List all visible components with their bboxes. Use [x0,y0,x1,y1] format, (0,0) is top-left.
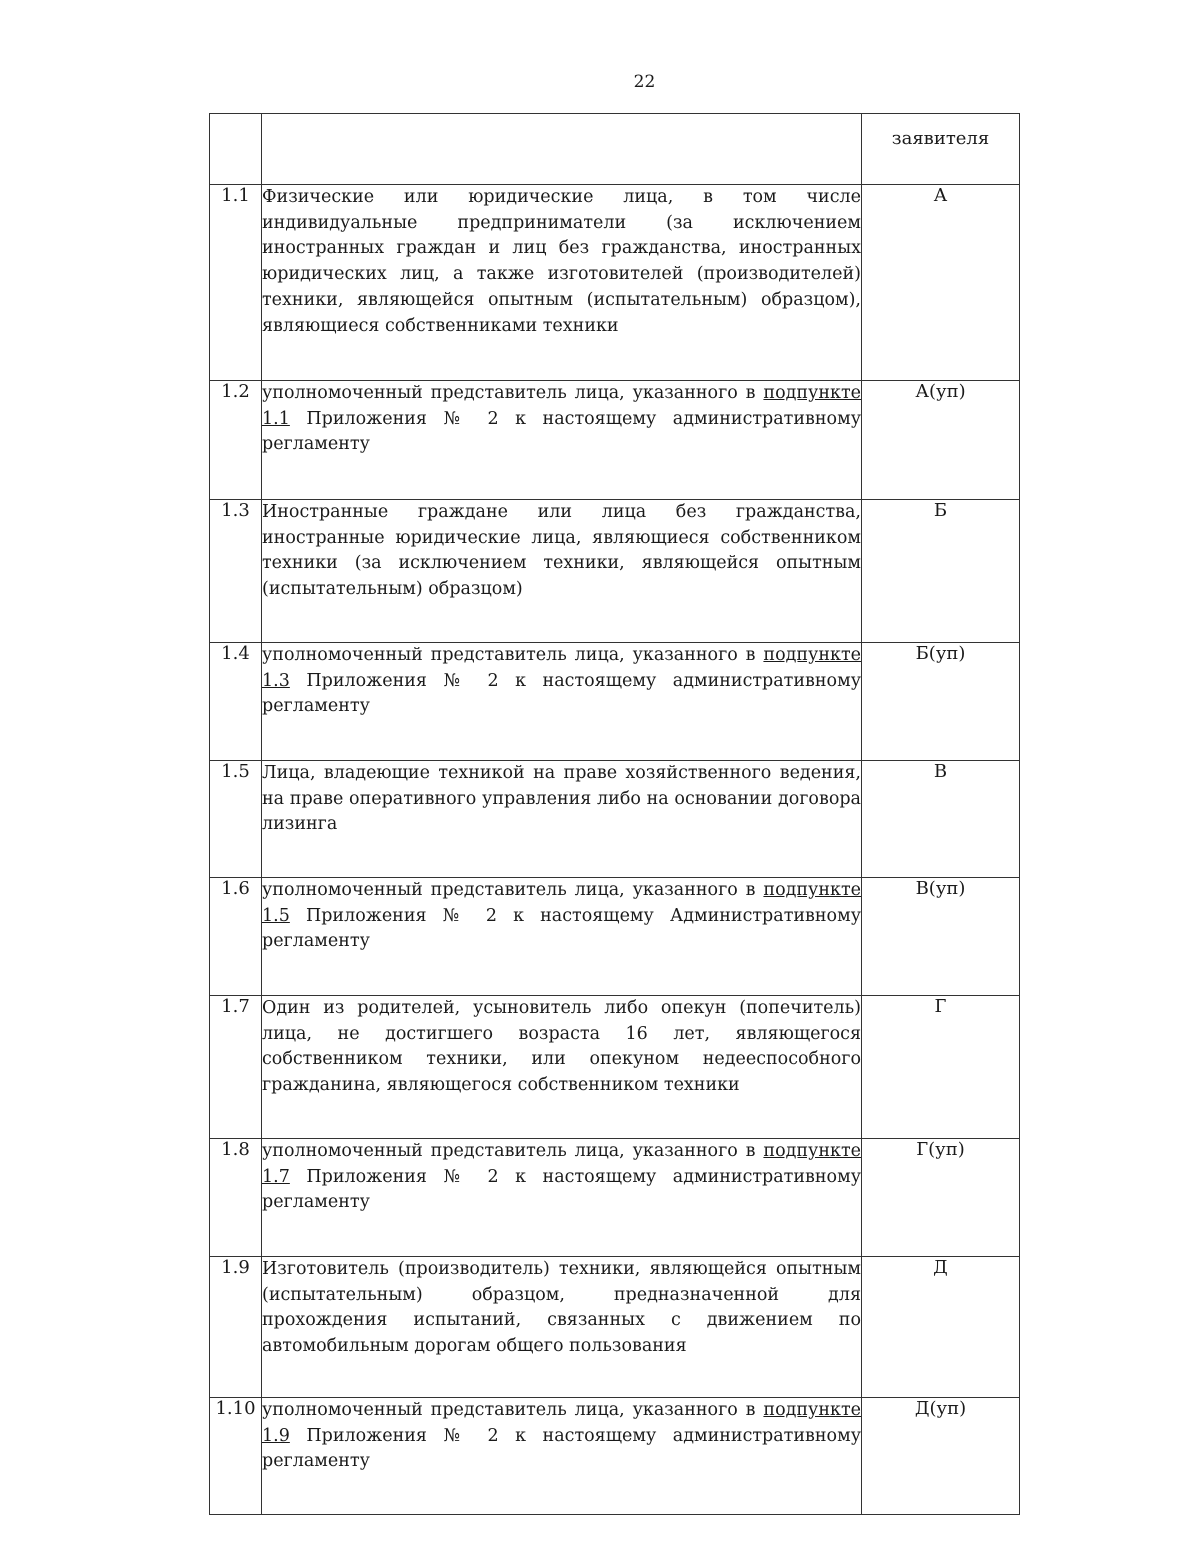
row-description [262,1257,862,1398]
header-cell-desc [262,114,862,185]
header-cell-code: заявителя [862,114,1020,185]
table-row [210,878,1020,996]
row-number: 1.8 [210,1139,262,1257]
applicant-code: Г [862,996,1020,1139]
row-number: 1.3 [210,500,262,643]
applicant-code: Г(уп) [862,1139,1020,1257]
subclause-link[interactable]: подпункте 1.5 [262,880,861,926]
description-text: Изготовитель (производитель) техники, являющейся опытным (испытательным) образцом, предназначенной для прохождения испытаний, связанных с движением по автомобильным дорогам общего пользования [262,1259,861,1357]
applicant-code: Б(уп) [862,643,1020,761]
table-row [210,1139,1020,1257]
applicant-code: В(уп) [862,878,1020,996]
applicant-code: Д(уп) [862,1398,1020,1515]
applicant-code: В [862,761,1020,878]
row-description [262,500,862,643]
page-number: 22 [633,72,656,92]
description-text: Один из родителей, усыновитель либо опекун (попечитель) лица, не достигшего возраста 16 лет, являющегося собственником техники, или опекуном недееспособного гражданина, являющегося собственником техники [262,998,861,1096]
row-number: 1.5 [210,761,262,878]
row-description [262,761,862,878]
table-row [210,643,1020,761]
description-text: Физические или юридические лица, в том числе индивидуальные предприниматели (за исключением иностранных граждан и лиц без гражданства, иностранных юридических лиц, а также изготовителей (производителей) техники, являющейся опытным (испытательным) образцом), являющиеся собственниками техники [262,187,861,336]
description-text: уполномоченный представитель лица, указанного в [262,1400,764,1420]
row-number: 1.10 [210,1398,262,1515]
subclause-link[interactable]: подпункте 1.9 [262,1400,861,1446]
subclause-link[interactable]: подпункте 1.1 [262,383,861,429]
description-text: уполномоченный представитель лица, указанного в [262,383,764,403]
description-text: Иностранные граждане или лица без гражданства, иностранные юридические лица, являющиеся собственником техники (за исключением техники, являющейся опытным (испытательным) образцом) [262,502,861,600]
subclause-link[interactable]: подпункте 1.3 [262,645,861,691]
applicant-code: Б [862,500,1020,643]
row-description [262,1139,862,1257]
row-description [262,996,862,1139]
description-text-tail: Приложения № 2 к настоящему административному регламенту [262,408,861,455]
table-row [210,500,1020,643]
row-description [262,1398,862,1515]
header-cell-num [210,114,262,185]
applicant-code: А(уп) [862,381,1020,500]
description-text-tail: Приложения № 2 к настоящему административному регламенту [262,670,861,717]
applicant-code: А [862,185,1020,381]
row-description [262,381,862,500]
row-number: 1.6 [210,878,262,996]
row-description [262,878,862,996]
table-row [210,996,1020,1139]
table-row [210,381,1020,500]
row-number: 1.1 [210,185,262,381]
description-text-tail: Приложения № 2 к настоящему Административному регламенту [262,905,861,952]
description-text: Лица, владеющие техникой на праве хозяйственного ведения, на праве оперативного управления либо на основании договора лизинга [262,763,861,835]
description-text-tail: Приложения № 2 к настоящему административному регламенту [262,1166,861,1213]
description-text: уполномоченный представитель лица, указанного в [262,645,764,665]
description-text-tail: Приложения № 2 к настоящему административному регламенту [262,1425,861,1472]
description-text: уполномоченный представитель лица, указанного в [262,1141,764,1161]
table-row [210,1257,1020,1398]
row-description [262,185,862,381]
row-number: 1.2 [210,381,262,500]
applicants-table [209,113,1020,1515]
subclause-link[interactable]: подпункте 1.7 [262,1141,861,1187]
table-row [210,185,1020,381]
row-description [262,643,862,761]
applicant-code: Д [862,1257,1020,1398]
row-number: 1.4 [210,643,262,761]
row-number: 1.9 [210,1257,262,1398]
row-number: 1.7 [210,996,262,1139]
table-row [210,1398,1020,1515]
table-header-row [210,114,1020,185]
table-row [210,761,1020,878]
description-text: уполномоченный представитель лица, указанного в [262,880,764,900]
